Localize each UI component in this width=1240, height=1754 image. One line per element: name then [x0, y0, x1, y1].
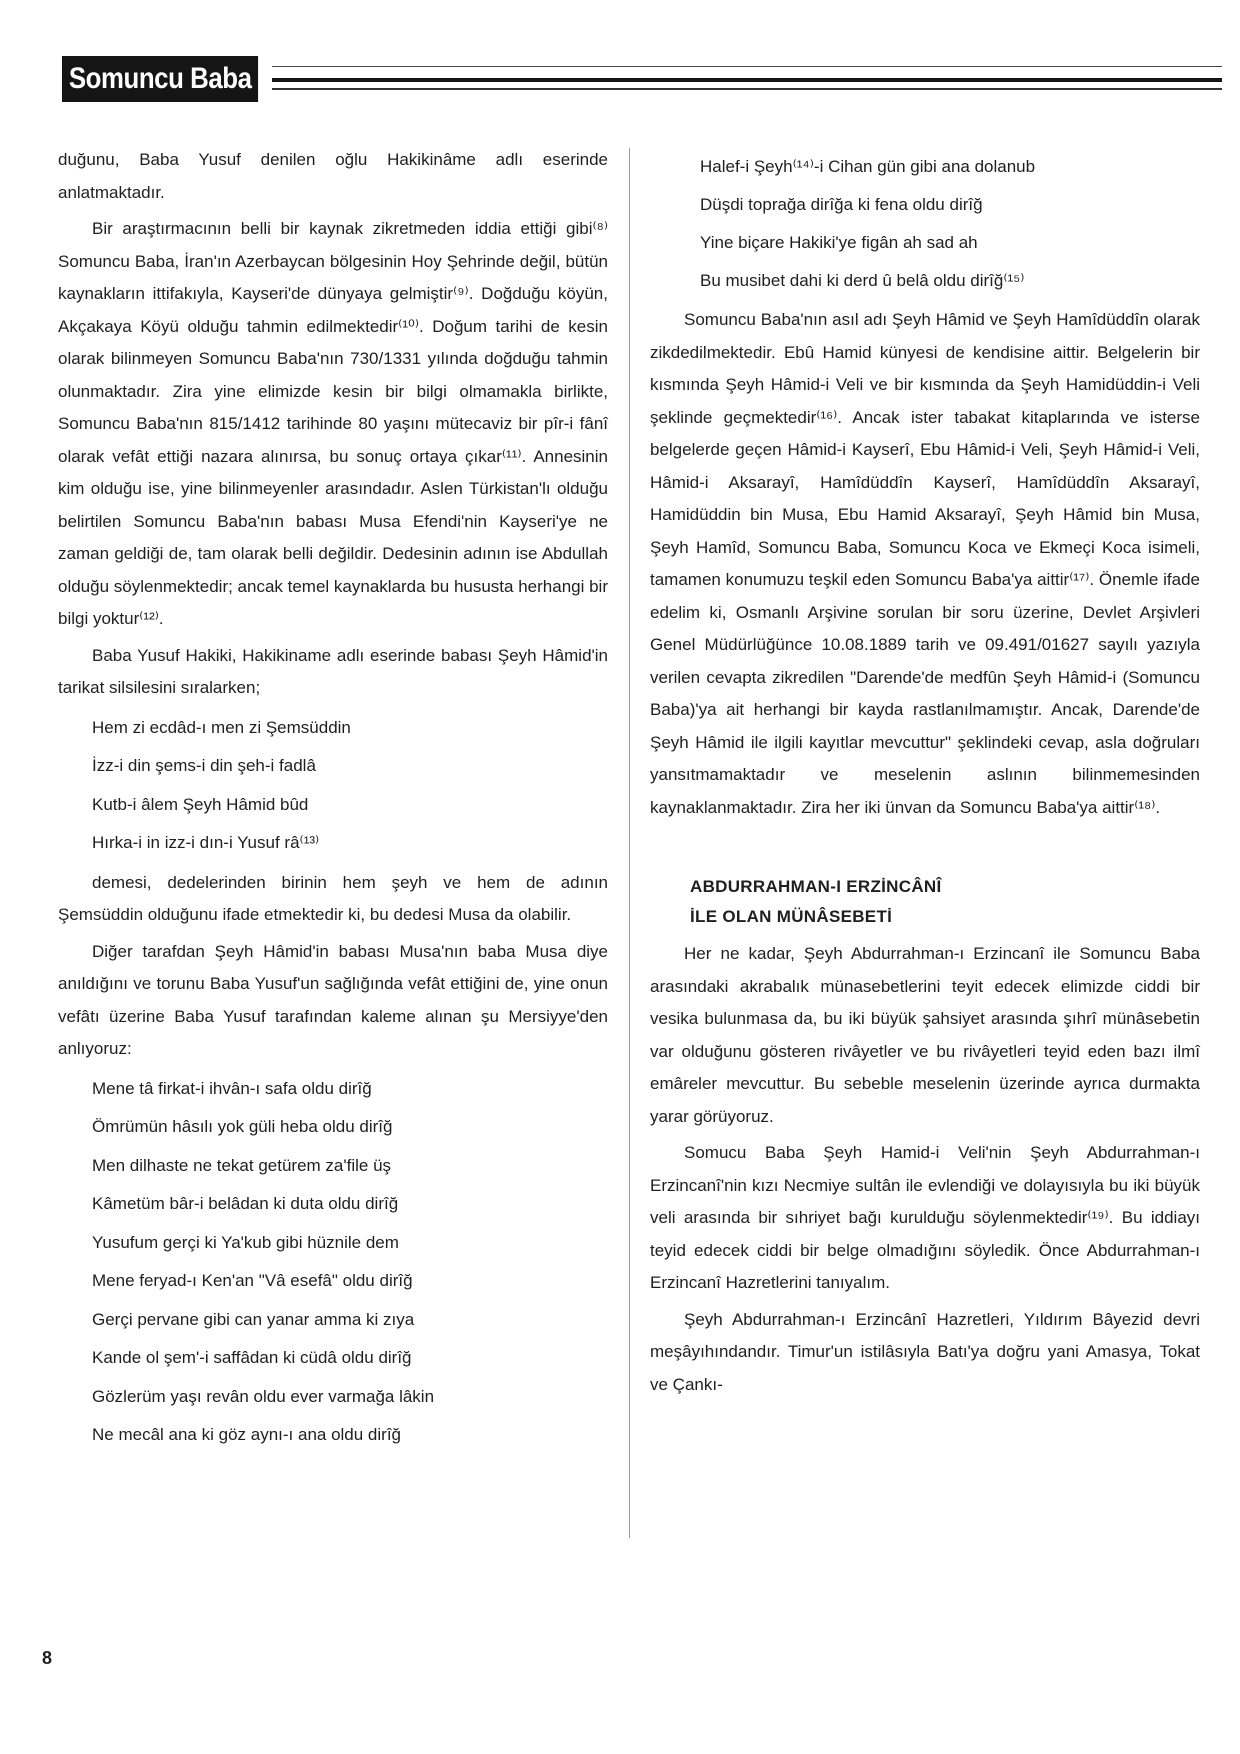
- paragraph: duğunu, Baba Yusuf denilen oğlu Hakikinâme adlı eserinde anlatmaktadır.: [58, 150, 608, 202]
- verse-line: Gerçi pervane gibi can yanar amma ki zıya: [92, 1309, 415, 1329]
- paragraph: Somuncu Baba'nın asıl adı Şeyh Hâmid ve Şeyh Hamîdüddîn olarak zikdedilmektedir. Ebû Hamid künyesi de kendisine aittir. Belgelerin bir kısmında Şeyh Hâmid-i Veli ve bir kısmında da Şeyh Hamidüddin-i Veli şeklinde geçmektedir⁽¹⁶⁾. Ancak ister tabakat kitaplarında ve isterse belgelerde geçen Hâmid-i Kayserî, Ebu Hâmid-i Veli, Şeyh Hâmid-i Veli, Hâmid-i Aksarayî, Hamîdüddîn Kayserî, Hamîdüddîn Aksarayî, Hamidüddin bin Musa, Ebu Hamid Aksarayî, Şeyh Hâmid bin Musa, Şeyh Hamîd, Somuncu Baba, Somuncu Koca ve Ekmeçi Koca isimeli, tamamen konumuzu teşkil eden Somuncu Baba'ya aittir⁽¹⁷⁾. Önemle ifade edelim ki, Osmanlı Arşivine sorulan bir soru üzerine, Devlet Arşivleri Genel Müdürlüğünce 10.08.1889 tarih ve 09.491/01627 sayılı yazıyla verilen cevapta zikredilen "Darende'de medfûn Şeyh Hâmid-i (Somuncu Baba)'ya ait herhangi bir kayda rastlanılmamıştır. Ancak, Darende'de Şeyh Hâmid ile ilgili kayıtlar mevcuttur" şeklindeki cevap, asla doğruları yansıtmamaktadır ve meselenin aslının bilinmemesinden kaynaklanmaktadır. Zira her iki ünvan da Somuncu Baba'ya aittir⁽¹⁸⁾.: [650, 310, 1200, 817]
- verse-line: Kâmetüm bâr-i belâdan ki duta oldu dirîğ: [92, 1194, 399, 1213]
- verse-line: Halef-i Şeyh⁽¹⁴⁾-i Cihan gün gibi ana dolanub: [700, 157, 1036, 176]
- verse-line: Ömrümün hâsılı yok güli heba oldu dirîğ: [92, 1117, 393, 1136]
- paragraph: Diğer tarafdan Şeyh Hâmid'in babası Musa'nın baba Musa diye anıldığını ve torunu Baba Yusuf'un sağlığında vefât ettiğini de, yine onun vefâtı üzerine Baba Yusuf tarafından kaleme alınan şu Mersiyye'den anlıyoruz:: [58, 941, 608, 1058]
- verse-line: Yine biçare Hakiki'ye figân ah sad ah: [700, 233, 978, 252]
- running-header: [62, 56, 1222, 104]
- verse-line: Gözlerüm yaşı revân oldu ever varmağa lâkin: [92, 1386, 435, 1406]
- section-heading: [690, 872, 1200, 932]
- paragraph: demesi, dedelerinden birinin hem şeyh ve hem de adının Şemsüddin olduğunu ifade etmektedir ki, bu dedesi Musa da olabilir.: [58, 872, 608, 924]
- verse-block: [58, 1070, 608, 1455]
- paragraph: Şeyh Abdurrahman-ı Erzincânî Hazretleri, Yıldırım Bâyezid devri meşâyıhındandır. Timur'un istilâsıyla Batı'ya doğru yani Amasya, Tokat ve Çankı-: [650, 1309, 1200, 1394]
- verse-line: Men dilhaste ne tekat getürem za'file üş: [92, 1155, 392, 1175]
- verse-line: Mene feryad-ı Ken'an "Vâ esefâ" oldu dirîğ: [92, 1271, 413, 1290]
- section-heading-line: İLE OLAN MÜNÂSEBETİ: [690, 907, 893, 926]
- section-heading-line: ABDURRAHMAN-I ERZİNCÂNÎ: [690, 877, 942, 896]
- header-rule: [272, 88, 1222, 90]
- verse-block: [58, 709, 608, 863]
- left-column: [58, 144, 608, 1459]
- verse-line: Kutb-i âlem Şeyh Hâmid bûd: [92, 794, 309, 814]
- header-rule: [272, 66, 1222, 67]
- verse-line: Düşdi toprağa dirîğa ki fena oldu dirîğ: [700, 195, 983, 214]
- paragraph: Somucu Baba Şeyh Hamid-i Veli'nin Şeyh Abdurrahman-ı Erzincanî'nin kızı Necmiye sultân ile evlendiği ve dolayısıyla bu iki büyük veli arasında bir sıhriyet bağı kurulduğu söylenmektedir⁽¹⁹⁾. Bu iddiayı teyid edecek ciddi bir belge olmadığını söyledik. Önce Abdurrahman-ı Erzincanî Hazretlerini tanıyalım.: [650, 1143, 1200, 1292]
- verse-line: Yusufum gerçi ki Ya'kub gibi hüznile dem: [92, 1232, 399, 1252]
- page-number: 8: [42, 1648, 53, 1668]
- verse-line: İzz-i din şems-i din şeh-i fadlâ: [92, 756, 316, 775]
- verse-line: Ne mecâl ana ki göz aynı-ı ana oldu dirîğ: [92, 1425, 402, 1444]
- column-divider: [629, 148, 630, 1538]
- verse-line: Mene tâ firkat-i ihvân-ı safa oldu dirîğ: [92, 1078, 372, 1098]
- verse-line: Kande ol şem'-i saffâdan ki cüdâ oldu dirîğ: [92, 1348, 412, 1367]
- verse-line: Hem zi ecdâd-ı men zi Şemsüddin: [92, 717, 351, 737]
- verse-line: Bu musibet dahi ki derd û belâ oldu dirîğ⁽¹⁵⁾: [700, 271, 1025, 290]
- right-column: [650, 144, 1200, 1401]
- paragraph: Her ne kadar, Şeyh Abdurrahman-ı Erzincanî ile Somuncu Baba arasındaki akrabalık münasebetlerini teyit edecek elimizde ciddi bir vesika bulunmasa da, bu iki büyük şahsiyet arasında şıhrî münâsebetin var olduğunu gösteren rivâyetler ve bu rivâyetleri teyid eden bazı ilmî emâreler mevcuttur. Bu sebeble meselenin üzerinde ayrıca durmakta yarar görüyoruz.: [650, 944, 1200, 1126]
- header-rule: [272, 78, 1222, 82]
- paragraph: Bir araştırmacının belli bir kaynak zikretmeden iddia ettiği gibi⁽⁸⁾ Somuncu Baba, İran'ın Azerbaycan bölgesinin Hoy Şehrinde değil, bütün kaynakların ittifakıyla, Kayseri'de dünyaya gelmiştir⁽⁹⁾. Doğduğu köyün, Akçakaya Köyü olduğu tahmin edilmektedir⁽¹⁰⁾. Doğum tarihi de kesin olarak bilinmeyen Somuncu Baba'nın 730/1331 yılında doğduğu tahmin olunmaktadır. Zira yine elimizde kesin bir bilgi olmamakla birlikte, Somuncu Baba'nın 815/1412 tarihinde 80 yaşını mütecaviz bir pîr-i fânî olarak vefât ettiği nazara alınırsa, bu sonuç ortaya çıkar⁽¹¹⁾. Annesinin kim olduğu ise, yine bilinmeyenler arasındadır. Aslen Türkistan'lı olduğu belirtilen Somuncu Baba'nın babası Musa Efendi'nin Kayseri'ye ne zaman geldiği de, tam olarak belli değildir. Dedesinin adının ise Abdullah olduğu söylenmektedir; ancak temel kaynaklarda bu hususta herhangi bir bilgi yoktur⁽¹²⁾.: [58, 219, 608, 628]
- verse-block: [650, 148, 1200, 300]
- verse-line: Hırka-i in izz-i dın-i Yusuf râ⁽¹³⁾: [92, 833, 320, 852]
- paragraph: Baba Yusuf Hakiki, Hakikiname adlı eserinde babası Şeyh Hâmid'in tarikat silsilesini sıralarken;: [58, 645, 608, 697]
- header-title: Somuncu Baba: [62, 56, 258, 102]
